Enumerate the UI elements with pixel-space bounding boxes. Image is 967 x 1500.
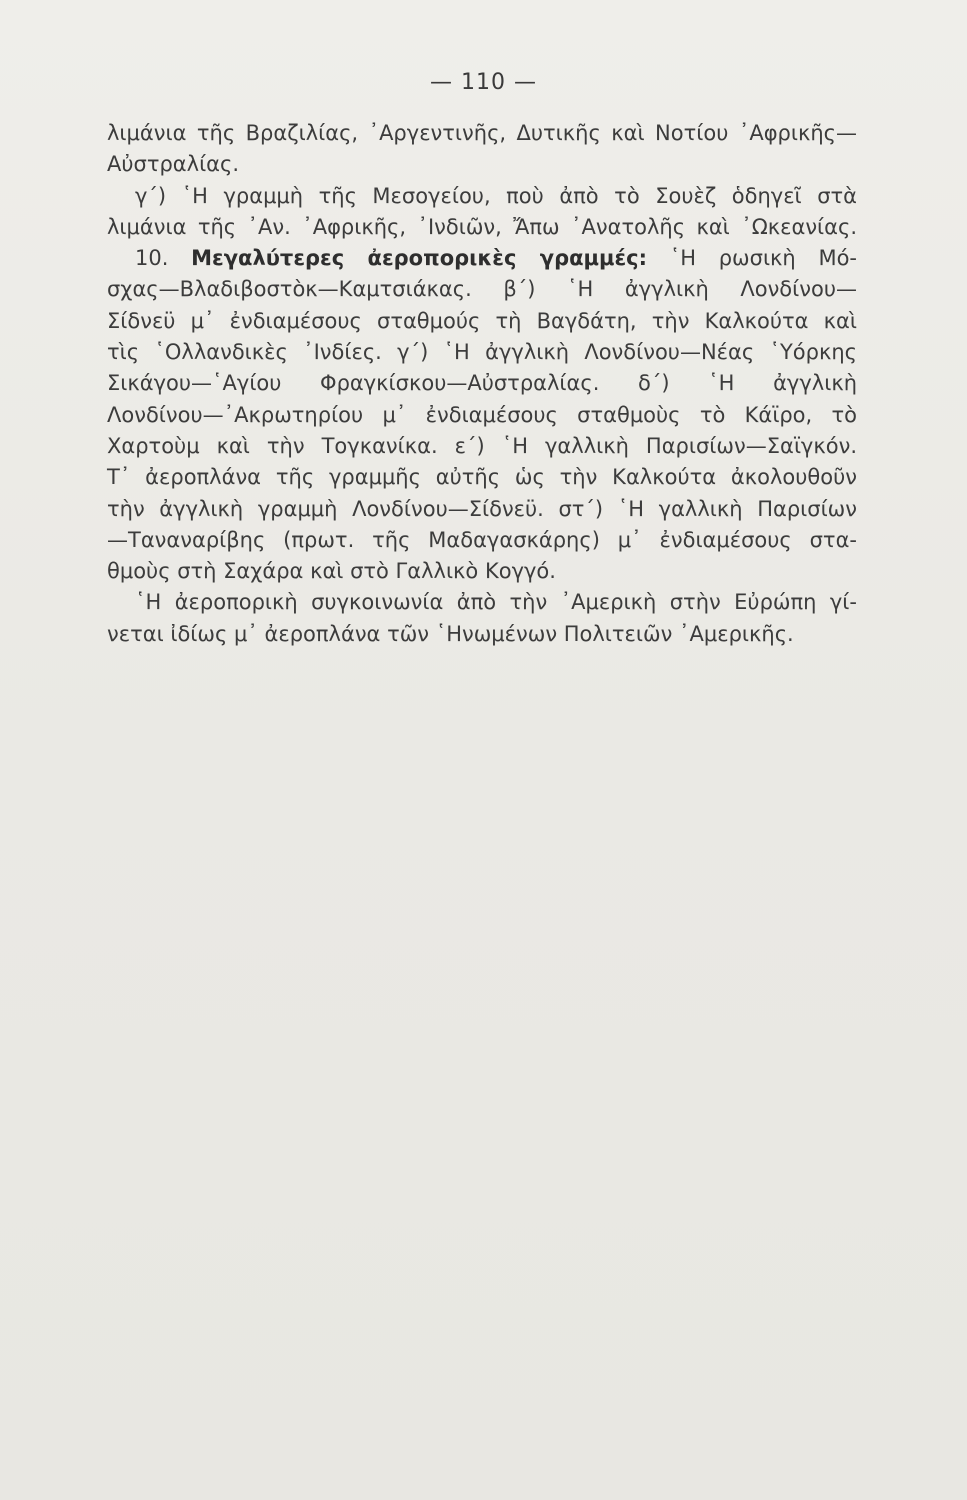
- line-text: Χαρτοὺμ καὶ τὴν Τογκανίκα. ε´) ῾Η γαλλικὴ Παρισίων—Σαϊγκόν.: [107, 433, 857, 458]
- text-line: [107, 149, 857, 180]
- text-line: [107, 494, 857, 525]
- text-line: [107, 619, 857, 650]
- text-line: [107, 462, 857, 493]
- line-text: θμοὺς στὴ Σαχάρα καὶ στὸ Γαλλικὸ Κογγό.: [107, 559, 556, 584]
- line-text: νεται ἰδίως μ᾿ ἀεροπλάνα τῶν ῾Ηνωμένων Πολιτειῶν ᾿Αμερικῆς.: [107, 621, 794, 646]
- line-text: Σίδνεϋ μ᾿ ἐνδιαμέσους σταθμούς τὴ Βαγδάτη, τὴν Καλκούτα καὶ: [107, 308, 857, 333]
- text-line: [107, 337, 857, 368]
- line-text: 10.: [135, 246, 192, 271]
- line-text: Αὐστραλίας.: [107, 152, 240, 177]
- line-text: τὶς ῾Ολλανδικὲς ᾿Ινδίες. γ´) ῾Η ἀγγλικὴ Λονδίνου—Νέας ῾Υόρκης: [107, 340, 857, 365]
- text-line: [107, 587, 857, 618]
- line-text: ῾Η ἀεροπορικὴ συγκοινωνία ἀπὸ τὴν ᾿Αμερικὴ στὴν Εὐρώπη γί-: [135, 590, 857, 615]
- line-text: λιμάνια τῆς Βραζιλίας, ᾿Αργεντινῆς, Δυτικῆς καὶ Νοτίου ᾿Αφρικῆς—: [107, 121, 857, 145]
- line-text: σχας—Βλαδιβοστὸκ—Καμτσιάκας. β´) ῾Η ἀγγλικὴ Λονδίνου—: [107, 277, 857, 302]
- line-text: —Ταναναρίβης (πρωτ. τῆς Μαδαγασκάρης) μ᾿ ἐνδιαμέσους στα-: [107, 527, 857, 552]
- line-text: γ´) ῾Η γραμμὴ τῆς Μεσογείου, ποὺ ἀπὸ τὸ Σουὲζ ὁδηγεῖ στὰ: [135, 183, 857, 208]
- line-text: Λονδίνου—᾿Ακρωτηρίου μ᾿ ἐνδιαμέσους σταθμοὺς τὸ Κάϊρο, τὸ: [107, 402, 857, 427]
- line-text: τὴν ἀγγλικὴ γραμμὴ Λονδίνου—Σίδνεϋ. στ´) ῾Η γαλλικὴ Παρισίων: [107, 496, 857, 521]
- text-line: [107, 274, 857, 305]
- text-line: [107, 306, 857, 337]
- text-line: [107, 400, 857, 431]
- text-line: [107, 118, 857, 149]
- text-line: [107, 431, 857, 462]
- body-text: [107, 118, 857, 650]
- line-text: ῾Η ρωσικὴ Μό-: [646, 246, 857, 271]
- text-line: [107, 525, 857, 556]
- text-line: [107, 181, 857, 212]
- line-text: Τ᾿ ἀεροπλάνα τῆς γραμμῆς αὐτῆς ὡς τὴν Καλκούτα ἀκολουθοῦν: [107, 465, 857, 490]
- line-text: λιμάνια τῆς ᾿Αν. ᾿Αφρικῆς, ᾿Ινδιῶν, Ἄπω ᾿Ανατολῆς καὶ ᾿Ωκεανίας.: [107, 214, 857, 239]
- line-text: Σικάγου—῾Αγίου Φραγκίσκου—Αὐστραλίας. δ´) ῾Η ἀγγλικὴ: [107, 371, 857, 396]
- text-line: [107, 556, 857, 587]
- text-line: [107, 368, 857, 399]
- text-line: [107, 212, 857, 243]
- bold-heading-text: Μεγαλύτερες ἀεροπορικὲς γραμμές:: [191, 246, 647, 271]
- page-number: — 110 —: [430, 70, 537, 95]
- text-line: [107, 243, 857, 274]
